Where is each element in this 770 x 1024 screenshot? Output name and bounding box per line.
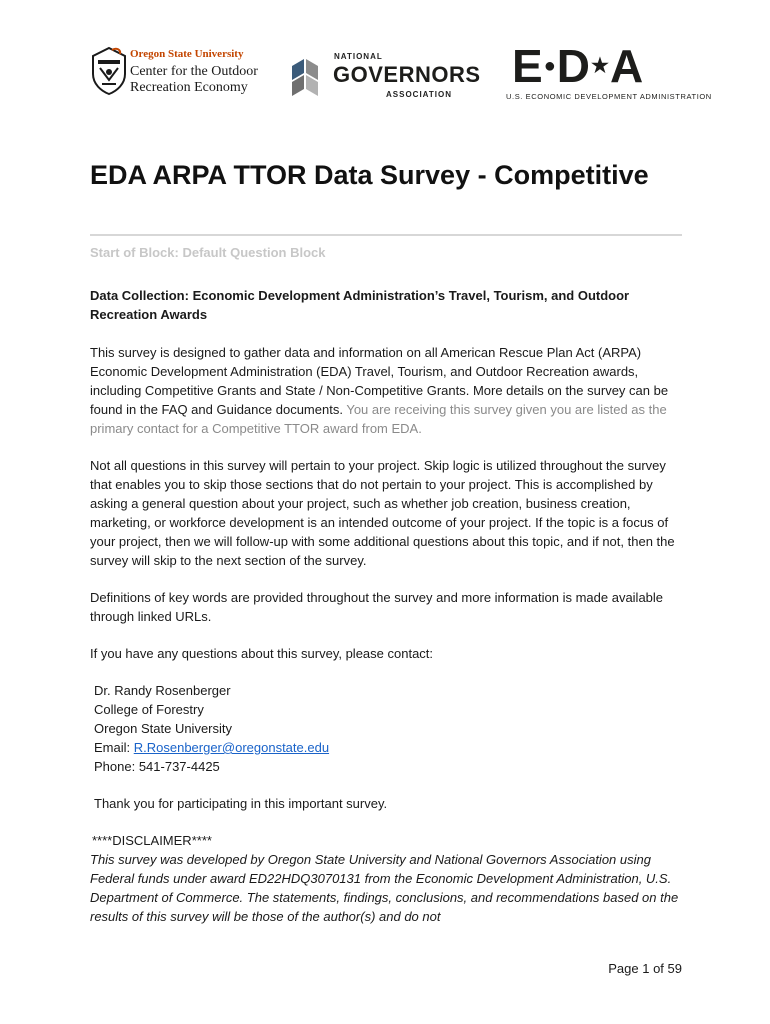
disclaimer-text: This survey was developed by Oregon State University and National Governors Association using Federal funds under award ED22HDQ3070131 from the Economic Development Administration, U.S. Department of Commerce. The statements, findings, conclusions, and recommendations based on the results of this survey will be those of the author(s) and do not bbox=[90, 852, 679, 924]
intro-paragraph bbox=[90, 343, 685, 438]
intro-text: This survey is designed to gather data and information on all American Rescue Plan Act (ARPA) Economic Development Administration (EDA) Travel, Tourism, and Outdoor Recreation awards, including Competitive Grants and State / Non-Competitive Grants. More details on the survey can be found in the FAQ and Guidance documents. bbox=[90, 345, 669, 417]
osu-logo-line1: Oregon State University bbox=[130, 48, 244, 60]
nga-logo-main: GOVERNORS bbox=[333, 62, 481, 87]
eda-letter-d: D bbox=[556, 40, 592, 92]
nga-logo-bottom: ASSOCIATION bbox=[386, 90, 452, 99]
skip-logic-paragraph: Not all questions in this survey will pertain to your project. Skip logic is utilized throughout the survey that enables you to skip those sections that do not pertain to your project. This is accomplished by asking a general question about your project, such as whether job creation, business creation, marketing, or workforce development is an intended outcome of your project. If the topic is a focus of your project, then we will follow-up with some additional questions about this topic, and if not, then the survey will skip to the next section of the survey. bbox=[90, 458, 675, 568]
title-divider bbox=[90, 234, 682, 236]
contact-email-link[interactable]: R.Rosenberger@oregonstate.edu bbox=[133, 740, 330, 755]
nga-logo-top: NATIONAL bbox=[334, 52, 383, 61]
contact-name: Dr. Randy Rosenberger bbox=[94, 683, 231, 698]
eda-letter-e: E bbox=[512, 40, 544, 92]
nga-mark-icon bbox=[290, 54, 328, 100]
page-number: Page 1 of 59 bbox=[608, 961, 682, 976]
eda-logo-subtitle: U.S. ECONOMIC DEVELOPMENT ADMINISTRATION bbox=[506, 92, 712, 101]
contact-dept: College of Forestry bbox=[94, 702, 204, 717]
disclaimer-heading: ****DISCLAIMER**** bbox=[92, 833, 212, 848]
definitions-paragraph: Definitions of key words are provided throughout the survey and more information is made available through linked URLs. bbox=[90, 590, 664, 624]
contact-email-label: Email: bbox=[94, 740, 134, 755]
section-heading: Data Collection: Economic Development Administration’s Travel, Tourism, and Outdoor Recreation Awards bbox=[90, 288, 630, 322]
osu-logo-line2: Center for the Outdoor bbox=[130, 64, 258, 79]
contact-org: Oregon State University bbox=[94, 721, 233, 736]
page-title: EDA ARPA TTOR Data Survey - Competitive bbox=[90, 160, 649, 190]
contact-block bbox=[90, 681, 685, 776]
block-label: Start of Block: Default Question Block bbox=[90, 245, 326, 260]
thanks-text: Thank you for participating in this important survey. bbox=[94, 796, 388, 811]
eda-letter-a: A bbox=[609, 40, 645, 92]
contact-email-row bbox=[94, 738, 685, 757]
contact-intro-paragraph: If you have any questions about this survey, please contact: bbox=[90, 646, 434, 661]
eda-logo-letters bbox=[512, 42, 644, 94]
osu-seal-icon bbox=[90, 46, 128, 96]
osu-logo-line3: Recreation Economy bbox=[130, 80, 248, 95]
nga-logo bbox=[290, 50, 480, 102]
osu-logo bbox=[90, 44, 270, 100]
contact-phone: Phone: 541-737-4425 bbox=[94, 759, 220, 774]
intro-muted-text: You are receiving this survey given you are listed as the primary contact for a Competitive TTOR award from EDA. bbox=[90, 402, 667, 436]
document-body bbox=[90, 286, 685, 926]
eda-star-icon: ★ bbox=[591, 54, 610, 77]
eda-dot-icon: ● bbox=[543, 54, 557, 77]
eda-logo bbox=[506, 40, 712, 104]
